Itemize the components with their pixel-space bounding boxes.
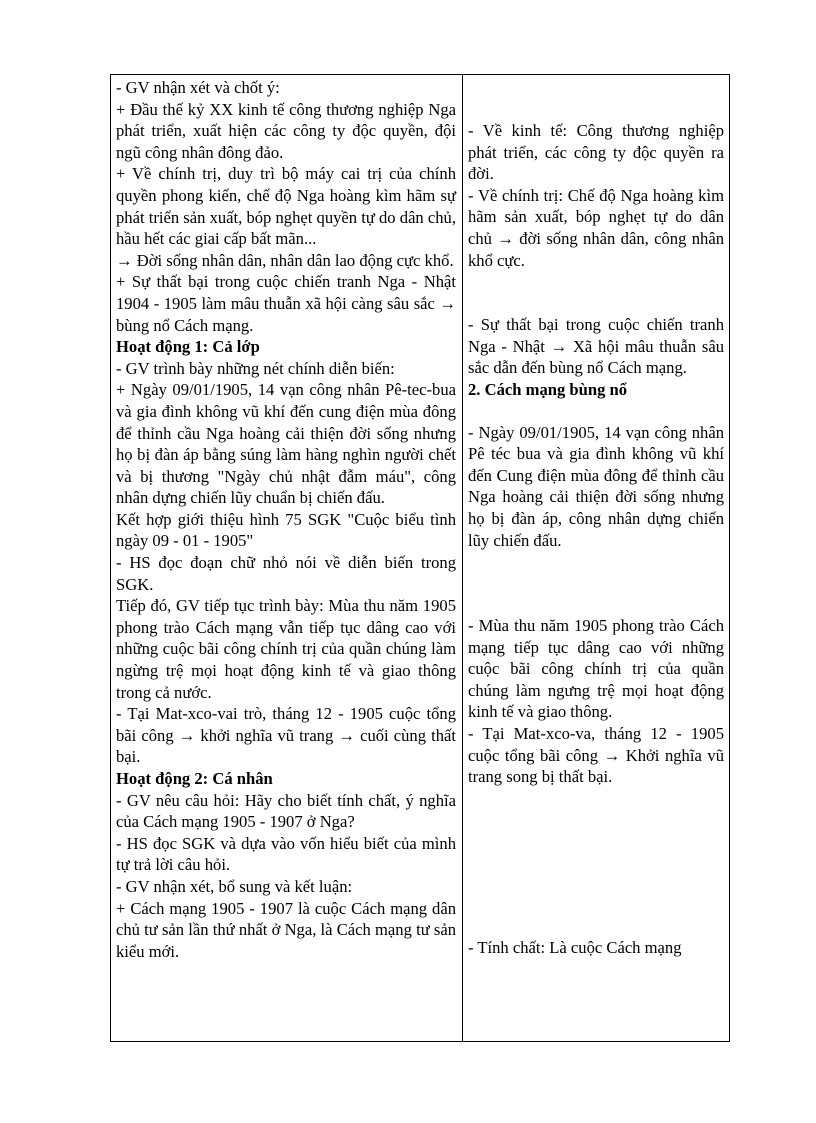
column-divider: [462, 75, 463, 1041]
paragraph: - Về kinh tế: Công thương nghiệp phát triển, các công ty độc quyền ra đời.: [468, 121, 724, 184]
paragraph: - Về chính trị: Chế độ Nga hoàng kìm hãm sản xuất, bóp nghẹt tự do dân chủ → đời sống nhân dân, công nhân khổ cực.: [468, 185, 724, 270]
paragraph: - Tại Mat-xco-va, tháng 12 - 1905 cuộc tổng bãi công → Khởi nghĩa vũ trang song bị thất bại.: [468, 724, 724, 787]
paragraph: - GV trình bày những nét chính diễn biến:: [116, 358, 395, 378]
paragraph: Tiếp đó, GV tiếp tục trình bày: Mùa thu năm 1905 phong trào Cách mạng vẫn tiếp tục dâng cao với những cuộc bãi công chính trị của quần chúng làm ngừng trệ mọi hoạt động kinh tế và giao thông trong cả nước.: [116, 596, 456, 702]
paragraph: + Về chính trị, duy trì bộ máy cai trị của chính quyền phong kiến, chế độ Nga hoàng kìm hãm sự phát triển sản xuất, bóp nghẹt quyền tự do dân chủ, hầu hết các giai cấp bất mãn...: [116, 164, 456, 249]
paragraph: Kết hợp giới thiệu hình 75 SGK "Cuộc biểu tình ngày 09 - 01 - 1905": [116, 509, 456, 551]
paragraph: + Cách mạng 1905 - 1907 là cuộc Cách mạng dân chủ tư sản lần thứ nhất ở Nga, là Cách mạng tư sản kiểu mới.: [116, 898, 456, 961]
knowledge-column: [468, 77, 724, 958]
paragraph: + Sự thất bại trong cuộc chiến tranh Nga - Nhật 1904 - 1905 làm mâu thuẫn xã hội càng sâu sắc → bùng nổ Cách mạng.: [116, 272, 456, 335]
paragraph: - Sự thất bại trong cuộc chiến tranh Nga - Nhật → Xã hội mâu thuẫn sâu sắc dẫn đến bùng nổ Cách mạng.: [468, 315, 724, 378]
lesson-table: [110, 74, 730, 1042]
paragraph: - HS đọc SGK và dựa vào vốn hiểu biết của mình tự trả lời câu hỏi.: [116, 833, 456, 875]
paragraph: - Tại Mat-xco-vai trò, tháng 12 - 1905 cuộc tổng bãi công → khởi nghĩa vũ trang → cuối cùng thất bại.: [116, 704, 456, 767]
paragraph: + Đầu thế kỷ XX kinh tế công thương nghiệp Nga phát triển, xuất hiện các công ty độc quyền, đội ngũ công nhân đông đảo.: [116, 99, 456, 162]
paragraph: - GV nhận xét, bổ sung và kết luận:: [116, 876, 353, 896]
paragraph: → Đời sống nhân dân, nhân dân lao động cực khổ.: [116, 250, 454, 270]
paragraph: - Tính chất: Là cuộc Cách mạng: [468, 937, 682, 957]
paragraph: + Ngày 09/01/1905, 14 vạn công nhân Pê-tec-bua và gia đình không vũ khí đến cung điện mùa đông để thỉnh cầu Nga hoàng cải thiện đời sống nhưng họ bị đàn áp bằng súng làm hàng nghìn người chết và bị thương "Ngày chủ nhật đẫm máu", công nhân dựng chiến lũy chuẩn bị chiến đấu.: [116, 380, 456, 508]
teacher-student-activities-column: [116, 77, 456, 962]
activity-heading-1: Hoạt động 1: Cả lớp: [116, 337, 260, 357]
paragraph: - Mùa thu năm 1905 phong trào Cách mạng tiếp tục dâng cao với những cuộc bãi công chính trị của quần chúng làm ngưng trệ mọi hoạt động kinh tế và giao thông.: [468, 616, 724, 722]
activity-heading-2: Hoạt động 2: Cá nhân: [116, 769, 273, 788]
section-heading: 2. Cách mạng bùng nổ: [468, 379, 628, 399]
paragraph: - Ngày 09/01/1905, 14 vạn công nhân Pê téc bua và gia đình không vũ khí đến Cung điện mùa đông để thỉnh cầu Nga hoàng cải thiện đời sống nhưng họ bị đàn áp, công nhân dựng chiến lũy chiến đấu.: [468, 422, 724, 550]
paragraph: - GV nhận xét và chốt ý:: [116, 78, 280, 97]
paragraph: - HS đọc đoạn chữ nhỏ nói về diễn biến trong SGK.: [116, 553, 456, 594]
paragraph: - GV nêu câu hỏi: Hãy cho biết tính chất, ý nghĩa của Cách mạng 1905 - 1907 ở Nga?: [116, 790, 456, 832]
